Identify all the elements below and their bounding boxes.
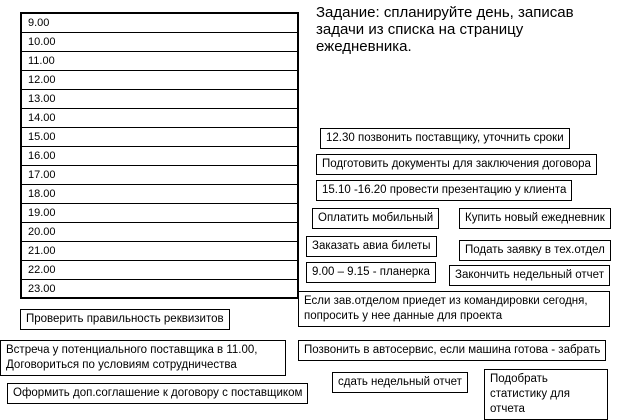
task-card[interactable]: Заказать авиа билеты [306,236,437,257]
hour-label: 16.00 [28,150,56,162]
planner-slot[interactable] [22,90,297,109]
hour-label: 14.00 [28,112,56,124]
task-card[interactable]: сдать недельный отчет [332,372,468,393]
task-card[interactable]: Подать заявку в тех.отдел [459,240,611,261]
planner-slot[interactable] [22,109,297,128]
hour-label: 15.00 [28,131,56,143]
task-card[interactable]: 9.00 – 9.15 - планерка [306,262,436,283]
planner-slot[interactable] [22,223,297,242]
task-card[interactable]: Подобрать статистику для отчета [484,369,608,420]
hour-label: 9.00 [28,17,50,29]
planner-slot[interactable] [22,52,297,71]
planner-slot[interactable] [22,71,297,90]
planner-slot[interactable] [22,128,297,147]
planner-slot[interactable] [22,33,297,52]
task-card[interactable]: Оформить доп.соглашение к договору с поставщиком [7,383,308,404]
task-card[interactable]: Встреча у потенциального поставщика в 11.00, Договориться по условиям сотрудничества [0,340,286,376]
task-card[interactable]: Купить новый ежедневник [459,208,611,229]
task-card[interactable]: 15.10 -16.20 провести презентацию у клиента [316,180,572,201]
hour-label: 19.00 [28,207,56,219]
task-card[interactable]: Закончить недельный отчет [449,265,610,286]
hour-label: 17.00 [28,169,56,181]
hour-label: 11.00 [28,55,55,67]
task-card[interactable]: Если зав.отделом приедет из командировки сегодня, попросить у нее данные для проекта [298,291,610,327]
planner-slot[interactable] [22,166,297,185]
hour-label: 12.00 [28,74,56,86]
hour-label: 20.00 [28,226,56,238]
hour-label: 21.00 [28,245,56,257]
task-instructions: Задание: спланируйте день, записав задачи из списка на страницу ежедневника. [316,4,574,55]
hour-label: 18.00 [28,188,56,200]
hour-label: 22.00 [28,264,56,276]
hour-label: 23.00 [28,283,56,295]
planner-slot[interactable] [22,147,297,166]
planner-slot[interactable] [22,280,297,299]
planner-slot[interactable] [22,185,297,204]
hour-label: 13.00 [28,93,56,105]
task-card[interactable]: 12.30 позвонить поставщику, уточнить сроки [320,128,570,149]
planner-slot[interactable] [22,242,297,261]
hour-label: 10.00 [28,36,56,48]
planner-slot[interactable] [22,14,297,33]
task-card[interactable]: Проверить правильность реквизитов [20,309,230,330]
task-card[interactable]: Подготовить документы для заключения договора [316,154,597,175]
planner-page [20,12,299,299]
planner-slot[interactable] [22,261,297,280]
task-card[interactable]: Позвонить в автосервис, если машина готова - забрать [298,340,606,361]
planner-slot[interactable] [22,204,297,223]
task-card[interactable]: Оплатить мобильный [312,208,439,229]
